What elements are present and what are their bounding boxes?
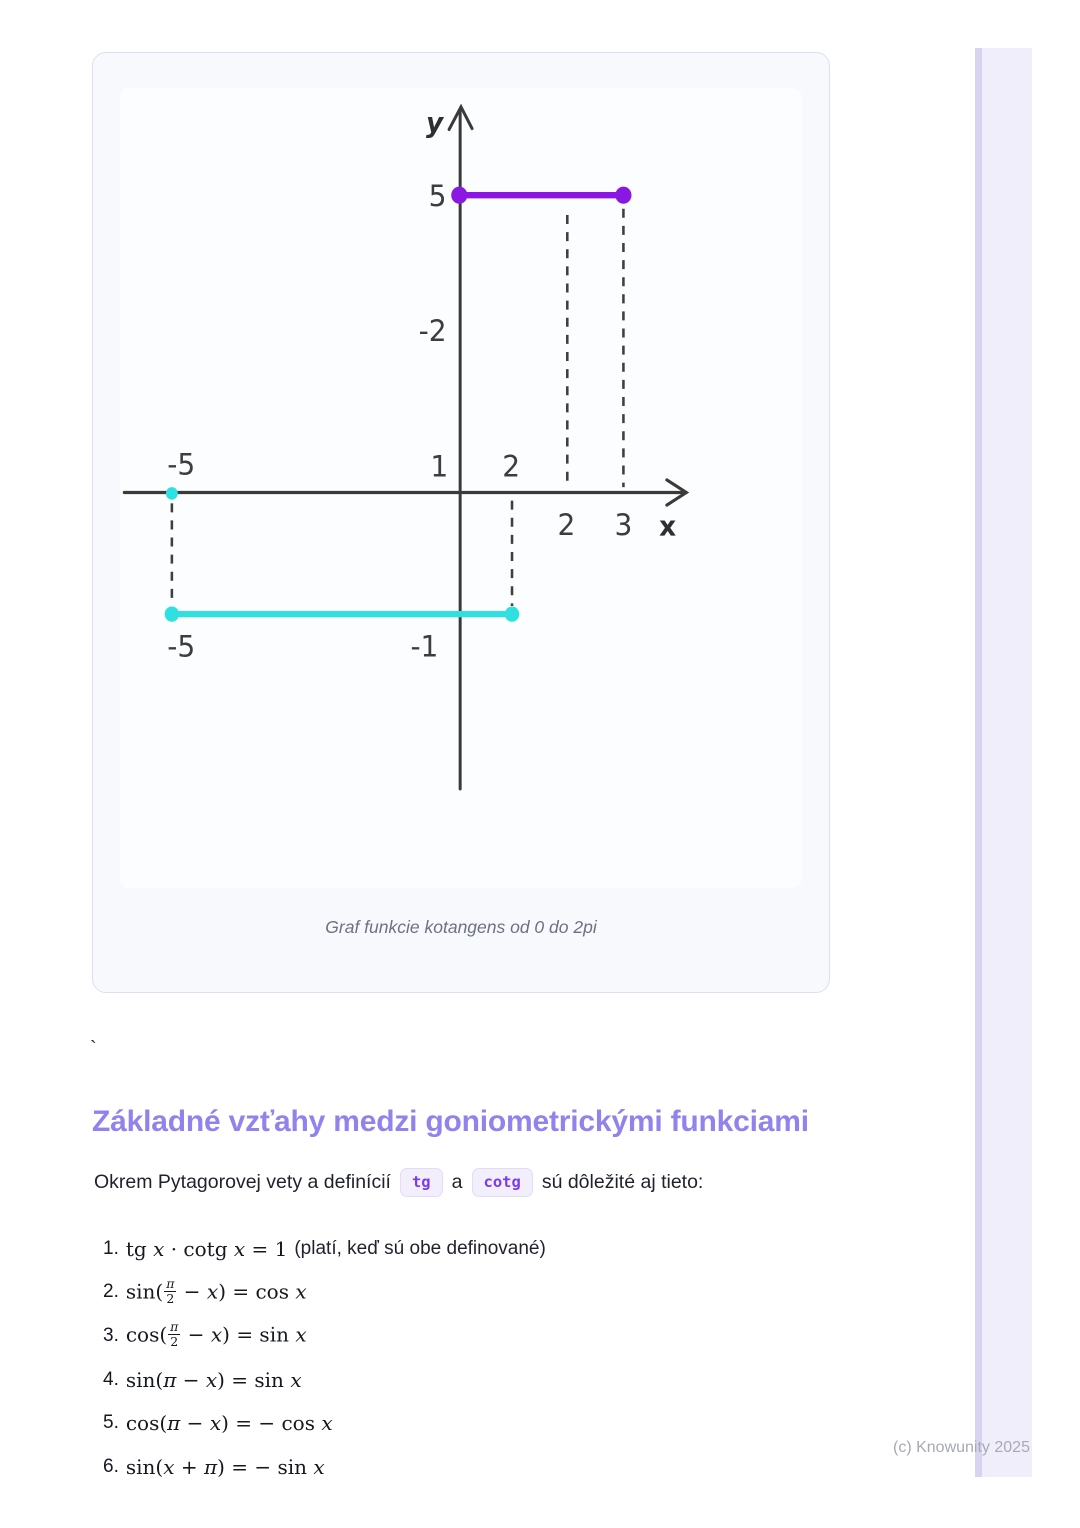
purple-segment bbox=[451, 187, 631, 204]
identity-item bbox=[103, 1314, 903, 1358]
tick-minus5-below: -5 bbox=[167, 628, 196, 664]
identity-number: 4. bbox=[103, 1368, 119, 1390]
tick-2-above: 2 bbox=[502, 448, 521, 484]
identity-formula: sin(π − x) = sin x bbox=[125, 1367, 302, 1392]
tick-3-below: 3 bbox=[614, 507, 633, 543]
tick-y-5: 5 bbox=[428, 178, 447, 214]
section-heading: Základné vzťahy medzi goniometrickými funkciami bbox=[92, 1105, 809, 1138]
copyright-text: (c) Knowunity 2025 bbox=[893, 1439, 1030, 1456]
side-panel-scrollbar[interactable] bbox=[975, 48, 982, 1477]
side-panel-fill bbox=[982, 48, 1032, 1477]
intro-text-between: a bbox=[451, 1171, 463, 1193]
tick-minus5-above: -5 bbox=[167, 446, 196, 482]
identity-number: 5. bbox=[103, 1412, 119, 1434]
cotangent-graph-svg bbox=[120, 88, 802, 888]
identity-note: (platí, keď sú obe definované) bbox=[294, 1237, 546, 1259]
dashed-guides bbox=[172, 209, 624, 606]
intro-text-after: sú dôležité aj tieto: bbox=[541, 1171, 704, 1193]
identity-item bbox=[103, 1445, 903, 1489]
axes bbox=[124, 107, 686, 789]
tick-1-above: 1 bbox=[430, 448, 449, 484]
identity-item bbox=[103, 1227, 903, 1271]
tick-minus1-below: -1 bbox=[410, 628, 439, 664]
y-axis-label: y bbox=[425, 107, 444, 140]
x-axis-label: x bbox=[659, 511, 677, 543]
code-badge-tg: tg bbox=[400, 1168, 443, 1197]
identities-list bbox=[103, 1227, 903, 1489]
tick-2-below: 2 bbox=[557, 507, 576, 543]
figure-caption: Graf funkcie kotangens od 0 do 2pi bbox=[325, 917, 597, 937]
identity-number: 2. bbox=[103, 1281, 119, 1303]
identity-number: 3. bbox=[103, 1324, 119, 1346]
identity-number: 1. bbox=[103, 1237, 119, 1259]
cyan-segment bbox=[165, 487, 520, 622]
intro-text-before: Okrem Pytagorovej vety a definícií bbox=[94, 1171, 391, 1193]
identity-item bbox=[103, 1271, 903, 1315]
code-badge-cotg: cotg bbox=[472, 1168, 533, 1197]
tick-y-minus2: -2 bbox=[418, 313, 447, 349]
identity-formula: cos( $\frac{\pi}{2}$ − x) = sin x bbox=[125, 1319, 307, 1350]
identity-item bbox=[103, 1358, 903, 1402]
identity-number: 6. bbox=[103, 1455, 119, 1477]
figure-card bbox=[92, 52, 830, 993]
identity-formula: cos(π − x) = − cos x bbox=[125, 1411, 333, 1436]
graph-image bbox=[120, 88, 802, 888]
intro-paragraph bbox=[94, 1168, 854, 1197]
identity-item bbox=[103, 1401, 903, 1445]
identity-formula: sin(x + π) = − sin x bbox=[125, 1454, 325, 1479]
stray-backtick-text: ` bbox=[90, 1038, 97, 1060]
identity-formula: tg x · cotg x = 1 bbox=[125, 1236, 288, 1261]
identity-formula: sin( $\frac{\pi}{2}$ − x) = cos x bbox=[125, 1275, 307, 1306]
